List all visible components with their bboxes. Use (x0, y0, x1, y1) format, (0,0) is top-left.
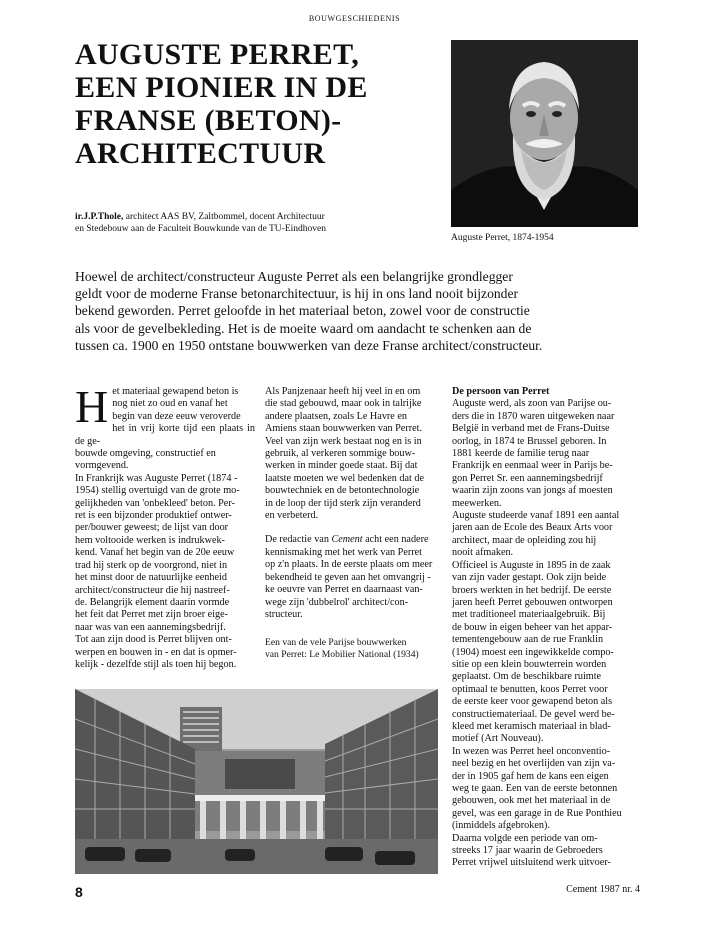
body-text-line: jaren heeft Perret gebouwen ontworpen (452, 596, 613, 608)
author-name: ir.J.P.Thole, (75, 212, 124, 222)
body-text-line: In wezen was Perret heel onconventio- (452, 745, 611, 757)
journal-name: Cement (331, 534, 363, 546)
body-text-line: structeur. (265, 608, 303, 620)
body-text-line: gebouwen, ook met het materiaal in de (452, 795, 611, 807)
column-1 (75, 381, 255, 671)
body-text-line: gebruik, al verkeren sommige bouw- (265, 448, 416, 460)
journal-footer: Cement 1987 nr. 4 (566, 884, 640, 895)
page-number: 8 (75, 884, 83, 900)
body-text-line: meewerken. (452, 497, 502, 509)
column-3-text (452, 398, 637, 869)
body-text-line: en verbeterd. (265, 510, 319, 522)
lede-line: tussen ca. 1900 en 1950 ontstane bouwwerken van deze Franse architect/constructeur. (75, 337, 543, 353)
body-text-line: ke oeuvre van Perret en daarnaast van- (265, 584, 423, 596)
column-2 (265, 386, 443, 621)
title-line: AUGUSTE PERRET, (75, 38, 359, 71)
article-lede (75, 268, 635, 354)
body-text-line: nooit afmaken. (452, 547, 514, 559)
article-title (75, 38, 435, 170)
building-illustration (75, 689, 438, 874)
body-text-line: jaren aan de Ecole des Beaux Arts voor (452, 522, 613, 534)
body-text-line: in de loop der tijd sterk zijn veranderd (265, 497, 421, 509)
body-text-line: Daarna volgde een periode van om- (452, 832, 598, 844)
body-text-line: 1954) stellig overtuigd van de grote mo- (75, 485, 240, 497)
body-text-line: constructiemateriaal. De gevel werd be- (452, 708, 615, 720)
body-text-line: Tot aan zijn dood is Perret blijven ont- (75, 634, 232, 646)
body-text-line: die stad gebouwd, maar ook in talrijke (265, 398, 422, 410)
body-text-line: van zijn vader gestapt. Ook zijn beide (452, 572, 607, 584)
body-text-line: weg te gaan. Een van de eerste betonnen (452, 783, 618, 794)
drop-cap: H (75, 381, 109, 432)
body-text-line: met traditioneel materiaalgebruik. Bij (452, 609, 606, 621)
body-text-line: architect/constructeur die hij nastreef- (75, 584, 230, 596)
body-text-line: motief (Art Nouveau). (452, 733, 544, 745)
portrait-caption: Auguste Perret, 1874-1954 (451, 233, 554, 243)
body-text-line: kend. Vanaf het begin van de 20e eeuw (75, 547, 235, 559)
body-text-line: geplaatst. Om de beschikbare ruimte (452, 671, 602, 683)
title-line: FRANSE (BETON)- (75, 104, 342, 137)
body-text-line: der in 1905 gaf hem de kans een eigen (452, 770, 609, 782)
body-text-line: werpen en bouwen in - en dat is opmer- (75, 646, 237, 658)
body-text-line: gelijkheden van 'onbekleed' beton. Per- (75, 497, 235, 509)
body-text-line: (inmiddels afgebroken). (452, 820, 550, 832)
section-header: BOUWGESCHIEDENIS (308, 14, 401, 23)
portrait-photo (451, 40, 638, 227)
body-text-line: Auguste studeerde vanaf 1891 een aantal (452, 510, 620, 522)
lede-line: Hoewel de architect/constructeur Auguste Perret als een belangrijke grondlegger (75, 269, 513, 284)
body-text-line: bouwde omgeving, constructief en (75, 448, 216, 460)
body-text-line: de. Belangrijk element daarin vormde (75, 596, 230, 608)
building-photo (75, 689, 438, 874)
body-text-line: et materiaal gewapend beton is (112, 386, 239, 397)
lede-line: bekend geworden. Perret geloofde in het materiaal beton, zowel voor de constructie (75, 303, 530, 319)
body-text-line: Frankrijk en eenmaal weer in Parijs be- (452, 460, 613, 472)
body-text-line: neel bezig en het overlijden van zijn va- (452, 758, 616, 770)
column-2-paragraph-2-lead: De redactie van Cement acht een nadere (265, 534, 429, 546)
building-photo-caption: Een van de vele Parijse bouwwerken van Perret: Le Mobilier National (1934) (265, 637, 419, 660)
body-text-line: Veel van zijn werk bestaat nog en is in (265, 435, 422, 447)
body-text-line: kleed met keramisch materiaal in blad- (452, 720, 611, 732)
portrait-illustration (451, 40, 638, 227)
body-text-line: In Frankrijk was Auguste Perret (1874 - (75, 472, 238, 484)
body-text-line: gon Perret Sr. een aannemingsbedrijf (452, 472, 603, 484)
body-text-line: de eerste keer voor gewapend beton als (452, 696, 613, 708)
body-text-line: België in verband met de Frans-Duitse (452, 423, 610, 435)
lede-line: als voor de gevelbekleding. Het is de moeite waard om aandacht te schenken aan de (75, 320, 532, 336)
body-text-line: streeks 17 jaar waarin de Gebroeders (452, 845, 603, 857)
body-text-line: bekendheid te geven aan het omvangrij - (265, 571, 431, 583)
body-text-line: broers werkten in het bedrijf. De eerste (452, 584, 612, 596)
body-text-line: het in vrij korte tijd een plaats in de ge- (75, 423, 255, 447)
body-text-line: het feit dat Perret met zijn broer eige- (75, 609, 229, 621)
body-text-line: kennismaking met het werk van Perret (265, 546, 423, 558)
body-text-line: sitie op een klein bouwterrein worden (452, 658, 607, 670)
lede-line: geldt voor de moderne Franse betonarchitectuur, is hij in ons land nooit bijzonder (75, 286, 519, 302)
body-text-line: kelijk - dezelfde stijl als toen hij begon. (75, 658, 237, 670)
body-text-line: ders die in 1870 waren uitgeweken naar (452, 410, 615, 422)
body-text-line: naar was van een aannemingsbedrijf. (75, 621, 226, 633)
body-text-line: Als Panjzenaar heeft hij veel in en om (265, 386, 421, 397)
author-affiliation: architect AAS BV, Zaltbommel, docent Architectuur (123, 212, 325, 222)
title-line: EEN PIONIER IN DE (75, 71, 368, 104)
body-text-line: Officieel is Auguste in 1895 in de zaak (452, 559, 611, 571)
body-text-line: ret is een bijzonder produktief ontwer- (75, 510, 232, 522)
body-text-line: optimaal te benutten, koos Perret voor (452, 683, 608, 695)
body-text-line: bouwtechniek en de betontechnologie (265, 485, 420, 497)
body-text-line: gevel, was een garage in de Rue Ponthieu (452, 807, 622, 819)
body-text-line: begin van deze eeuw veroverde (112, 410, 241, 422)
body-text-line: nog niet zo oud en vanaf het (112, 398, 228, 410)
body-text-line: per/bouwer geweest; de lijst van door (75, 522, 229, 534)
column-3 (452, 386, 637, 870)
author-line-2: en Stedebouw aan de Faculteit Bouwkunde van de TU-Eindhoven (75, 224, 326, 234)
body-text-line: Auguste werd, als zoon van Parijse ou- (452, 398, 612, 410)
body-text-line: Perret vrijwel uitsluitend werk uitvoer- (452, 857, 611, 869)
body-text-line: architect, maar de opleiding zou hij (452, 534, 597, 546)
author-byline (75, 211, 435, 235)
body-text-line: 1881 keerde de familie terug naar (452, 448, 590, 460)
body-text-line: vormgevend. (75, 460, 129, 472)
body-text-line: (1904) moest een ingewikkelde compo- (452, 646, 614, 658)
body-text-line: trad hij sterk op de voorgrond, niet in (75, 559, 228, 571)
column-2-paragraph-1 (265, 386, 443, 522)
body-text-line: de bouw in eigen beheer van het appar- (452, 621, 613, 633)
section-subheading: De persoon van Perret (452, 386, 550, 397)
body-text-line: laatste moeten we wel bedenken dat de (265, 472, 424, 484)
body-text-line: Amiens staan bouwwerken van Perret. (265, 423, 423, 435)
body-text-line: het minst door de natuurlijke eenheid (75, 572, 227, 584)
body-text-line: werken in minder goede staat. Bij dat (265, 460, 418, 472)
body-text-line: waarin zijn zoons van jongs af moesten (452, 485, 613, 497)
body-text-line: wege zijn 'dubbelrol' architect/con- (265, 596, 409, 608)
author-line-1 (75, 211, 435, 223)
body-text-line: oorlog, in 1874 te Brussel geboren. In (452, 435, 607, 447)
body-text-line: andere plaatsen, zoals Le Havre en (265, 410, 407, 422)
body-text-line: op z'n plaats. In de eerste plaats om meer (265, 559, 433, 571)
column-2-paragraph-2 (265, 547, 443, 621)
body-text-line: tementengebouw aan de rue Franklin (452, 634, 604, 646)
title-line: ARCHITECTUUR (75, 137, 326, 170)
body-text-line: hem voltooide werken is indrukwek- (75, 534, 225, 546)
